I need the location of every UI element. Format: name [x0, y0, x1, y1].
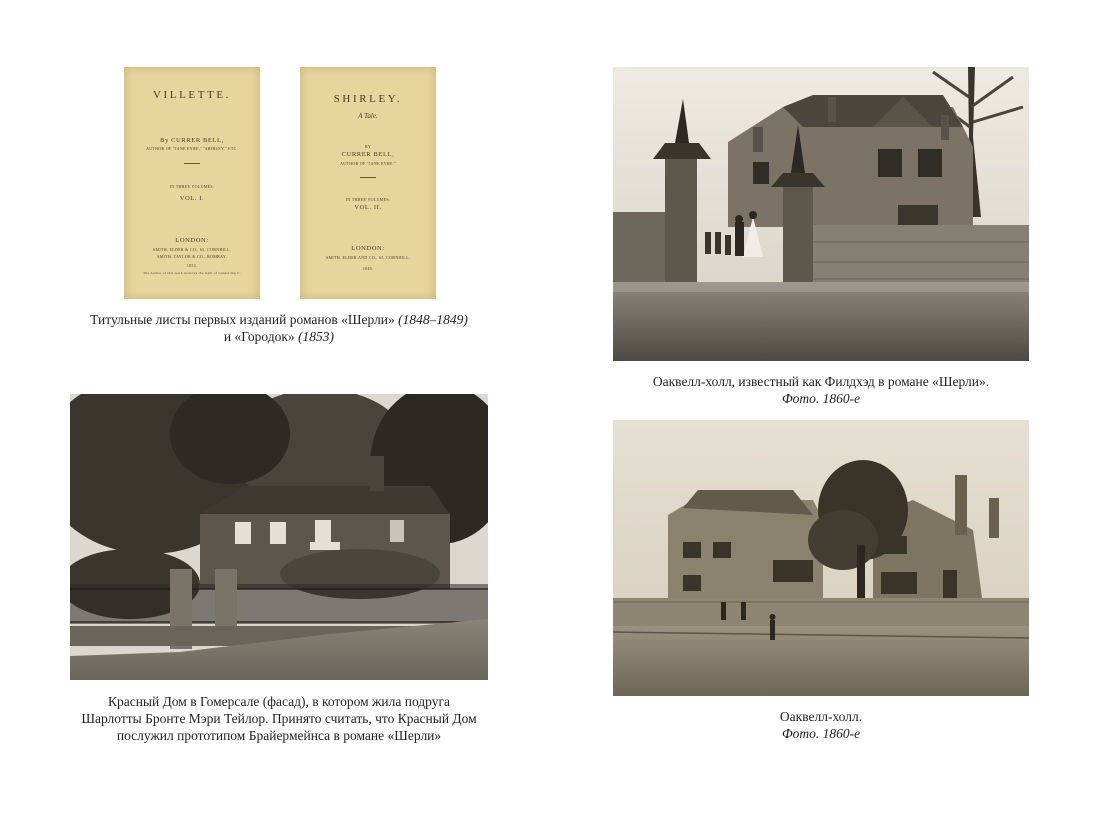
villette-year: 1853.: [186, 263, 198, 268]
shirley-by: BY: [364, 144, 372, 149]
oakwell-fieldhead-caption-date: Фото. 1860-е: [781, 391, 861, 406]
villette-title: VILLETTE.: [152, 89, 232, 101]
shirley-volumes: IN THREE VOLUMES.: [345, 197, 391, 202]
red-house-caption-line1: Красный Дом в Гомерсале (фасад), в котором жила подруга: [107, 694, 451, 709]
villette-publisher2: SMITH, TAYLOR & CO., BOMBAY.: [157, 254, 227, 259]
oakwell-fieldhead-caption-line1: Оаквелл-холл, известный как Филдхэд в романе «Шерли».: [652, 374, 990, 389]
shirley-author-note: AUTHOR OF "JANE EYRE.": [340, 161, 396, 166]
shirley-vol: VOL. II.: [354, 204, 382, 211]
shirley-title-page: [300, 67, 436, 299]
title-pages-caption: [70, 311, 488, 345]
villette-publisher: SMITH, ELDER & CO., 65, CORNHILL.: [152, 247, 232, 252]
oakwell-hall-caption: [613, 708, 1029, 742]
oakwell-gate-photo: [613, 67, 1029, 361]
shirley-author: CURRER BELL,: [341, 151, 395, 158]
villette-city: LONDON:: [175, 237, 209, 244]
red-house-caption-line2: Шарлотты Бронте Мэри Тейлор. Принято считать, что Красный Дом: [81, 711, 477, 726]
villette-by-line: By CURRER BELL,: [160, 137, 224, 144]
oakwell-hall-caption-date: Фото. 1860-е: [781, 726, 861, 741]
red-house-caption: [70, 693, 488, 744]
villette-volumes: IN THREE VOLUMES.: [169, 184, 215, 189]
shirley-title: SHIRLEY.: [333, 93, 403, 105]
shirley-rule: [360, 177, 376, 178]
villette-title-page: [124, 67, 260, 299]
red-house-caption-line3: послужил прототипом Брайермейнса в романе «Шерли»: [116, 728, 442, 743]
villette-rule: [184, 163, 200, 164]
oakwell-hall-caption-line1: Оаквелл-холл.: [779, 709, 863, 724]
shirley-publisher: SMITH, ELDER AND CO., 65, CORNHILL.: [325, 255, 411, 260]
villette-vol: VOL. I.: [179, 195, 205, 202]
title-pages-caption-line1: Титульные листы первых изданий романов «Шерли»: [90, 312, 399, 327]
shirley-subtitle: A Tale.: [358, 112, 378, 120]
shirley-year: 1849.: [362, 266, 374, 271]
villette-author-note: AUTHOR OF "JANE EYRE," "SHIRLEY," ETC.: [146, 146, 238, 151]
title-pages-caption-line2: и «Городок»: [223, 329, 299, 344]
red-house-photo: [70, 394, 488, 680]
oakwell-fieldhead-caption: [613, 373, 1029, 407]
oakwell-hall-photo: [613, 420, 1029, 696]
title-pages-caption-years1: (1848–1849): [398, 312, 468, 327]
title-pages-caption-years2: (1853): [298, 329, 335, 344]
shirley-city: LONDON:: [351, 245, 385, 252]
villette-rights: The Author of this work reserves the right of translating it.: [143, 271, 241, 275]
